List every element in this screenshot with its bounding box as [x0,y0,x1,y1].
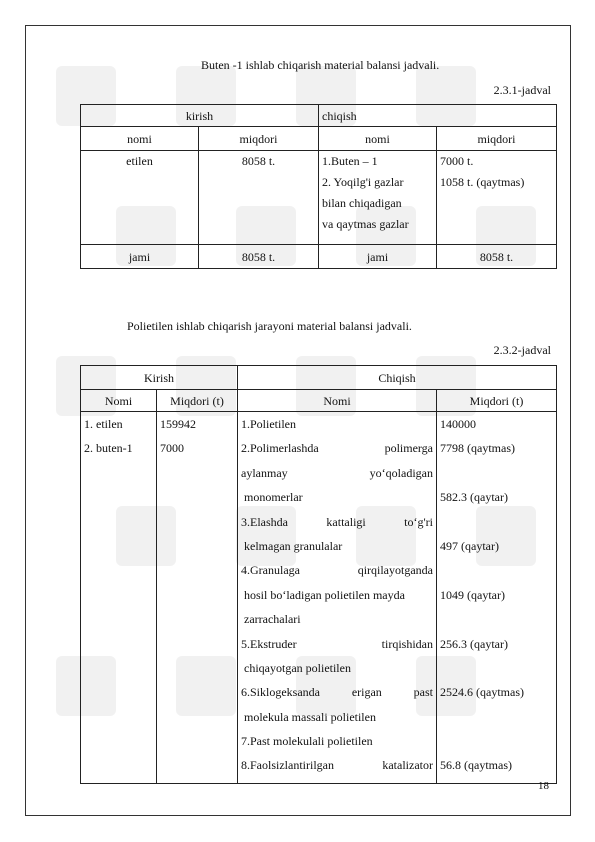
table1-cell-output-names [319,151,437,245]
output-name-line [241,607,433,631]
output-qty-line: 7000 t. [440,154,474,168]
output-name-word: 2.Polimerlashda [241,441,319,456]
output-name-word: molekula massali polietilen [244,709,376,724]
table1-title: Buten -1 ishlab chiqarish material balansi jadvali. [201,58,440,72]
table1-total-label-out: jami [319,245,437,269]
table1-label: 2.3.1-jadval [493,83,551,97]
output-qty-line [440,705,553,729]
table1-total-label-in: jami [81,245,199,269]
table2-col-nomi-out: Nomi [238,390,437,412]
output-name-word: 8.Faolsizlantirilgan [241,758,334,773]
output-name-line [241,729,433,753]
table2-label: 2.3.2-jadval [493,343,551,357]
output-qty-line: 2524.6 (qaytmas) [440,685,524,700]
output-name-line [241,534,433,558]
output-qty-line: 7798 (qaytmas) [440,441,515,456]
output-name-line: 2. Yoqilg'i gazlar [322,175,404,189]
output-name-line: va qaytmas gazlar [322,217,409,231]
output-qty-line: 1049 (qaytar) [440,587,505,602]
output-qty-line: 497 (qaytar) [440,538,499,553]
table2-cell-output-qty [437,412,557,784]
output-name-line: 1.Buten – 1 [322,154,378,168]
table1 [80,104,557,269]
table2 [80,365,557,784]
output-name-word: qirqilayotganda [357,563,433,578]
output-qty-line: 1058 t. (qaytmas) [440,175,525,189]
table2-title: Polietilen ishlab chiqarish jarayoni material balansi jadvali. [127,319,412,333]
output-name-line: bilan chiqadigan [322,196,402,210]
table2-header-kirish: Kirish [81,366,238,390]
table2-col-miqdori-in: Miqdori (t) [157,390,238,412]
output-name-word: tirqishidan [381,636,433,651]
input-qty-line: 159942 [160,417,196,431]
output-qty-line [440,461,553,485]
output-name-word: 6.Siklogeksanda [241,685,320,700]
output-name-line [241,632,433,656]
output-qty-line [440,607,553,631]
output-name-word: hosil bo‘ladigan polietilen mayda [244,587,405,602]
table2-cell-input-names [81,412,157,784]
output-name-word: to‘g'ri [404,514,433,529]
input-qty-line: 7000 [160,441,184,456]
output-name-line [241,485,433,509]
table1-cell-output-qty [437,151,557,245]
output-name-word: erigan [351,685,382,700]
output-name-word: monomerlar [244,490,303,505]
table1-col-nomi-out: nomi [319,127,437,151]
output-qty-line [440,510,553,534]
output-name-word: 1.Polietilen [241,417,296,431]
table1-total-out: 8058 t. [437,245,557,269]
output-name-word: 5.Ekstruder [241,636,297,651]
output-qty-line: 582.3 (qaytar) [440,490,508,505]
table1-cell-input-qty [199,151,319,245]
table1-col-miqdori-out: miqdori [437,127,557,151]
output-name-word: 3.Elashda [241,514,288,529]
input-name-line: 2. buten-1 [84,441,133,456]
output-name-word: zarrachalari [244,612,301,627]
output-name-word: chiqayotgan polietilen [244,660,351,675]
table2-col-miqdori-out: Miqdori (t) [437,390,557,412]
table2-col-nomi-in: Nomi [81,390,157,412]
output-qty-line: 56.8 (qaytmas) [440,758,512,773]
output-qty-line [440,729,553,753]
output-name-line [241,461,433,485]
table1-header-kirish: kirish [81,105,319,127]
output-name-word: kelmagan granulalar [244,538,343,553]
output-name-word: past [413,685,433,700]
output-name-line [241,753,433,777]
table2-cell-output-names [238,412,437,784]
table2-header-chiqish: Chiqish [238,366,557,390]
output-name-line [241,412,433,436]
output-name-line [241,583,433,607]
output-name-word: polimerga [384,441,433,456]
output-qty-line: 140000 [440,417,476,431]
table1-cell-input-name [81,151,199,245]
output-qty-line [440,656,553,680]
output-name-line [241,510,433,534]
table1-header-chiqish: chiqish [319,105,557,127]
output-qty-line [440,558,553,582]
table1-col-miqdori-in: miqdori [199,127,319,151]
output-name-line [241,558,433,582]
output-name-word: 4.Granulaga [241,563,300,578]
output-name-line [241,436,433,460]
input-name-line: 1. etilen [84,417,123,431]
output-name-line [241,656,433,680]
output-name-line [241,705,433,729]
table2-cell-input-qty [157,412,238,784]
page-number: 18 [538,780,549,792]
output-name-word: katalizator [382,758,433,773]
output-name-line [241,680,433,704]
output-name-word: 7.Past molekulali polietilen [241,734,373,749]
output-qty-line: 256.3 (qaytar) [440,636,508,651]
table1-col-nomi-in: nomi [81,127,199,151]
table1-total-in: 8058 t. [199,245,319,269]
output-name-word: aylanmay [241,465,288,480]
output-name-word: kattaligi [326,514,366,529]
input-name: etilen [126,154,153,168]
input-qty: 8058 t. [241,154,276,168]
output-name-word: yo‘qoladigan [369,465,433,480]
